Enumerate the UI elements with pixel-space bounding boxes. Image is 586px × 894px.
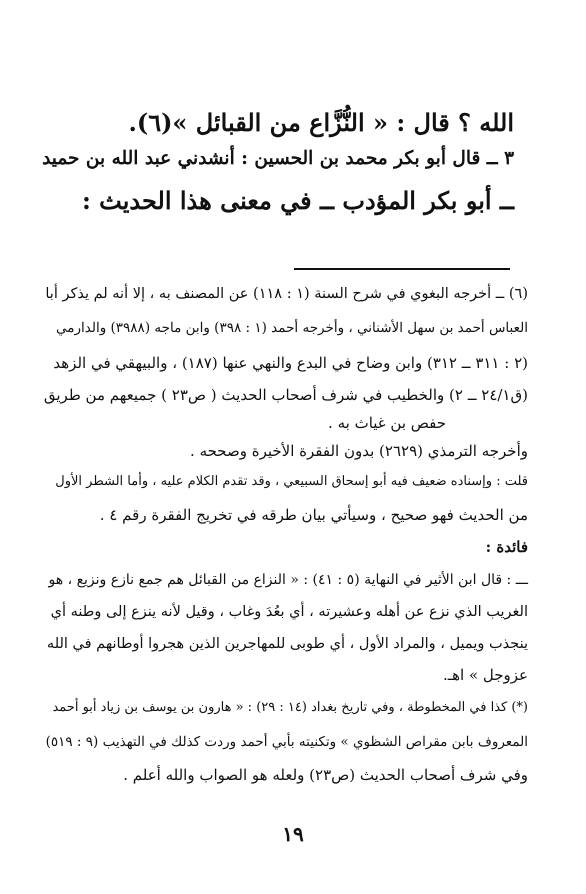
main-text-line-2: ٣ ــ قال أبو بكر محمد بن الحسين : أنشدني عبد الله بن حميد <box>42 148 514 169</box>
footnote-line-11: الغريب الذي نزع عن أهله وعشيرته ، أي بعُدَ وغاب ، وقيل لأنه ينزع إلى وطنه أي <box>50 604 528 620</box>
footnote-heading-faida: فائدة : <box>485 538 528 556</box>
footnote-line-13: عزوجل » اهـ. <box>442 666 528 684</box>
footnote-line-2: العباس أحمد بن سهل الأشناني ، وأخرجه أحمد (١ : ٣٩٨) وابن ماجه (٣٩٨٨) والدارمي <box>56 320 528 336</box>
footnote-line-5: حفص بن غياث به . <box>328 414 446 432</box>
footnote-line-10: ـــ : قال ابن الأثير في النهاية (٥ : ٤١) : « النزاع من القبائل هم جمع نازع ونزيع ، هو <box>48 572 528 588</box>
main-text-line-3: ــ أبو بكر المؤدب ــ في معنى هذا الحديث : <box>81 186 514 215</box>
footnote-line-4: (ق٢٤/١ ــ ٢) والخطيب في شرف أصحاب الحديث ( ص٢٣ ) جميعهم من طريق <box>43 386 528 404</box>
footnote-line-15: المعروف بابن مقراص الشظوي » وتكنيته بأبي أحمد وردت كذلك في التهذيب (٩ : ٥١٩) <box>45 734 528 750</box>
footnote-line-8: من الحديث فهو صحيح ، وسيأتي بيان طرقه في تخريج الفقرة رقم ٤ . <box>99 506 528 524</box>
main-text-line-1: الله ؟ قال : « النُّزَّاع من القبائل »(٦). <box>128 108 514 137</box>
footnote-line-1: (٦) ــ أخرجه البغوي في شرح السنة (١ : ١١٨) عن المصنف به ، إلا أنه لم يذكر أبا <box>45 286 528 302</box>
footnote-line-16: وفي شرف أصحاب الحديث (ص٢٣) ولعله هو الصواب والله أعلم . <box>123 766 528 784</box>
footnote-line-12: ينجذب ويميل ، والمراد الأول ، أي طوبى للمهاجرين الذين هجروا أوطانهم في الله <box>46 636 528 652</box>
footnote-line-6: وأخرجه الترمذي (٢٦٢٩) بدون الفقرة الأخيرة وصححه . <box>190 442 528 460</box>
footnote-divider <box>294 268 510 270</box>
footnote-line-14: (*) كذا في المخطوطة ، وفي تاريخ بغداد (١٤ : ٢٩) : « هارون بن يوسف بن زياد أبو أحمد <box>52 700 528 715</box>
footnote-line-3: (٢ : ٣١١ ــ ٣١٢) وابن وضاح في البدع والنهي عنها (١٨٧) ، والبيهقي في الزهد <box>53 354 528 372</box>
footnote-line-7: قلت : وإسناده ضعيف فيه أبو إسحاق السبيعي ، وقد تقدم الكلام عليه ، وأما الشطر الأول <box>55 474 528 489</box>
page-number: ١٩ <box>282 822 304 846</box>
